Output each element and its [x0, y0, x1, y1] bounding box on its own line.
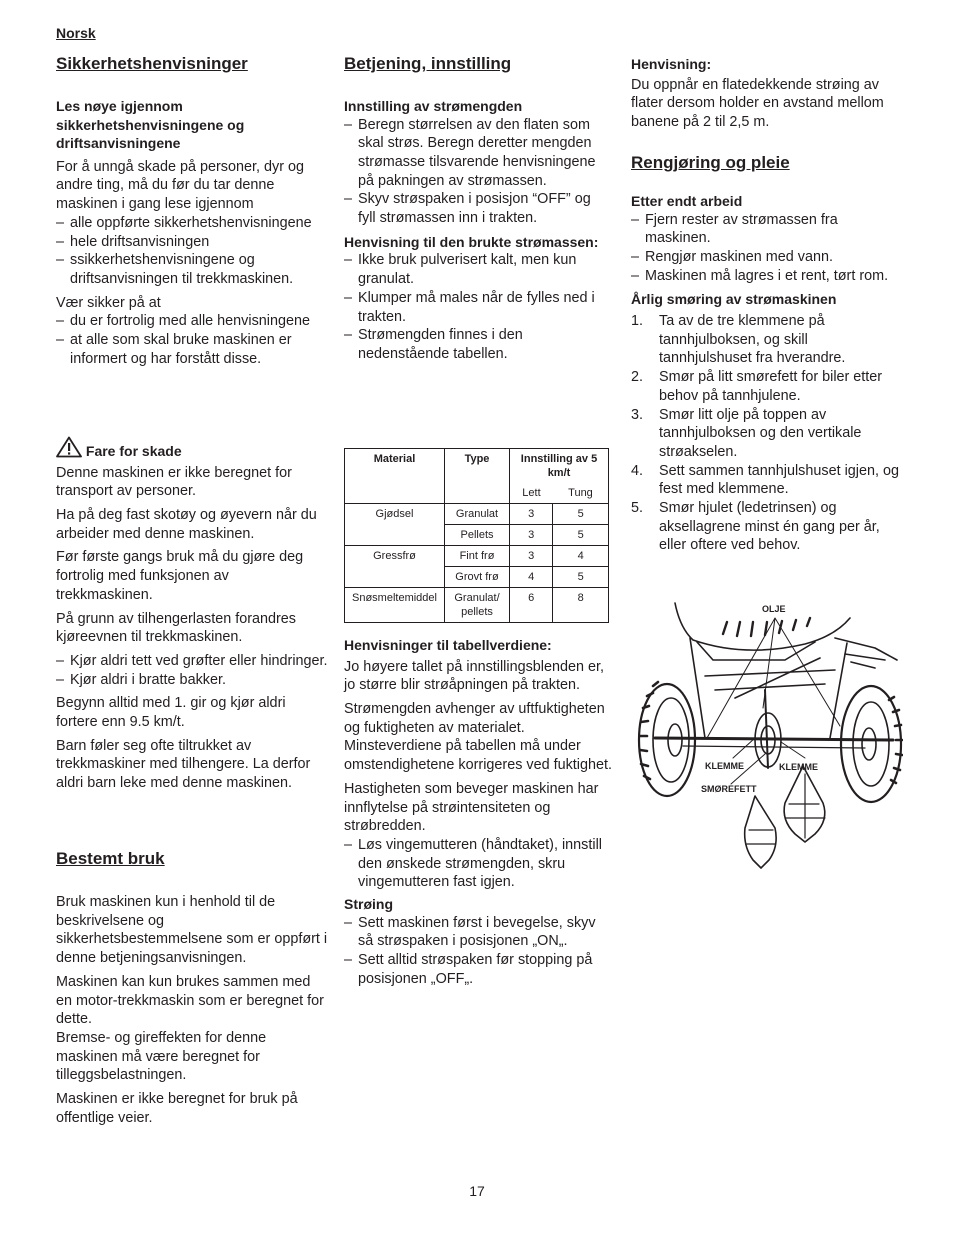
step-number: 4. — [631, 462, 644, 479]
notes-para: Strømengden avhenger av uftfuktigheten og fuktigheten av materialet. Minsteverdiene på tabellen må under omstendighetene korrigeres ved fuktighet. — [344, 701, 612, 774]
list-item: – at alle som skal bruke maskinen er informert og har forstått disse. — [56, 331, 328, 368]
step-item — [631, 368, 903, 405]
list-item: – alle oppførte sikkerhetshenvisningene — [56, 214, 328, 233]
step-item — [631, 462, 903, 499]
use-para: Bruk maskinen kun i henhold til de beskrivelsene og sikkerhetsbestemmelsene som er oppført i denne betjeningsanvisningen. — [56, 894, 328, 967]
label-clamp-right: KLEMME — [779, 762, 818, 772]
hazard-title — [56, 436, 328, 461]
step-item — [631, 312, 903, 368]
table-header-light: Lett — [510, 483, 553, 504]
heading-intended-use: Bestemt bruk — [56, 849, 165, 868]
note-title: Henvisning: — [631, 56, 712, 72]
hazard-list — [56, 652, 328, 689]
step-text: Sett sammen tannhjulshuset igjen, og fest med klemmene. — [659, 462, 899, 498]
note-section — [631, 55, 903, 132]
table-row — [345, 588, 609, 623]
table-header-row — [345, 449, 609, 484]
step-text: Smør hjulet (ledetrinsen) og aksellagrene minst én gang per år, eller oftere ved behov. — [659, 500, 880, 554]
list-item: – Maskinen må lagres i et rent, tørt rom. — [631, 267, 903, 286]
hazard-para: Begynn alltid med 1. gir og kjør aldri fortere enn 9.5 km/t. — [56, 695, 286, 731]
lubrication-steps — [631, 312, 903, 555]
table-header-setting: Innstilling av 5 km/t — [510, 449, 609, 484]
step-item — [631, 406, 903, 462]
label-clamp-left: KLEMME — [705, 761, 744, 771]
table-row — [345, 546, 609, 567]
table-row — [345, 504, 609, 525]
notes-para: Jo høyere tallet på innstillingsblenden er, jo større blir strøåpningen på trakten. — [344, 658, 604, 694]
safety-para: For å unngå skade på personer, dyr og — [56, 158, 304, 175]
table-cell-heavy: 5 — [553, 567, 609, 588]
warning-triangle-icon — [56, 436, 82, 458]
heading-operation: Betjening, innstilling — [344, 54, 512, 73]
list-item: – Beregn størrelsen av den flaten som skal strøs. Beregn deretter mengden strømasse tilsvarende henvisningene på pakningen av strømassen. — [344, 116, 612, 191]
safety-intro: Les nøye igjennom sikkerhetshenvisningene og driftsanvisningene — [56, 98, 245, 152]
material-list — [344, 251, 612, 363]
table-cell-type: Pellets — [445, 525, 510, 546]
table-cell-light: 3 — [510, 504, 553, 525]
left-wheel — [639, 684, 695, 796]
table-cell-type: Granulat/ pellets — [445, 588, 510, 623]
hitch-bar — [835, 638, 897, 668]
label-oil: OLJE — [762, 604, 786, 614]
frame — [690, 638, 847, 738]
table-cell-light: 6 — [510, 588, 553, 623]
table-cell-light: 4 — [510, 567, 553, 588]
notes-list — [344, 836, 612, 892]
page-number: 17 — [469, 1183, 485, 1199]
subheading: Henvisning til den brukte strømassen: — [344, 233, 599, 250]
lubrication-diagram — [635, 598, 903, 873]
use-para: Bremse- og gireffekten for denne maskinen må være beregnet for tilleggsbelastningen. — [56, 1029, 267, 1084]
table-cell-material: Gressfrø — [345, 546, 445, 588]
right-wheel — [841, 686, 901, 802]
list-item: – Klumper må males når de fylles ned i trakten. — [344, 289, 612, 326]
list-item: – Rengjør maskinen med vann. — [631, 248, 903, 267]
table-header-material: Material — [345, 449, 445, 504]
hazard-para: Denne maskinen er ikke beregnet for transport av personer. — [56, 464, 292, 500]
hazard-title-text: Fare for skade — [85, 443, 182, 459]
step-number: 5. — [631, 500, 644, 517]
table-notes-section — [344, 636, 612, 988]
list-item: – Kjør aldri tett ved grøfter eller hindringer. — [56, 652, 328, 671]
list-item: – du er fortrolig med alle henvisningene — [56, 312, 328, 331]
cleaning-list — [631, 211, 903, 286]
subheading: Etter endt arbeid — [631, 193, 743, 209]
step-text: Smør litt olje på toppen av tannhjulboksen og den vertikale strøakselen. — [659, 406, 862, 460]
table-cell-heavy: 5 — [553, 525, 609, 546]
safety-list — [56, 214, 328, 289]
list-item: – hele driftsanvisningen — [56, 233, 328, 252]
list-item: – Løs vingemutteren (håndtaket), innstill den ønskede strømengden, skru vingemutteren fast igjen. — [344, 836, 612, 892]
step-number: 1. — [631, 313, 644, 329]
safety-section — [56, 97, 328, 369]
list-item: – Skyv strøspaken i posisjon “OFF” og fyll strømassen inn i trakten. — [344, 190, 612, 227]
list-item: – Sett alltid strøspaken før stopping på posisjonen „OFF„. — [344, 951, 612, 988]
list-item: – Sett maskinen først i bevegelse, skyv så strøspaken i posisjonen „ON„. — [344, 914, 612, 951]
subheading: Henvisninger til tabellverdiene: — [344, 637, 552, 653]
axle — [655, 738, 893, 740]
table-header-heavy: Tung — [553, 483, 609, 504]
hazard-para: Ha på deg fast skotøy og øyevern når du arbeider med denne maskinen. — [56, 507, 317, 542]
safety-para: andre ting, må du før du tar denne maskinen i gang lese igjennom — [56, 177, 275, 213]
list-item: – ssikkerhetshenvisningene og driftsanvisningen til trekkmaskinen. — [56, 251, 328, 288]
hazard-para: Før første gangs bruk må du gjøre deg fortrolig med funksjonen av trekkmaskinen. — [56, 549, 304, 603]
heading-cleaning: Rengjøring og pleie — [631, 153, 790, 172]
note-text: Du oppnår en flatedekkende strøing av flater dersom holder en avstand mellom banene på 2 til 2,5 m. — [631, 76, 884, 130]
list-item: – Fjern rester av strømassen fra maskinen. — [631, 211, 903, 248]
safety-list — [56, 312, 328, 368]
hazard-para: Barn føler seg ofte tiltrukket av trekkmaskiner med tilhengere. La derfor aldri barn leke med denne maskinen. — [56, 737, 311, 792]
table-cell-material: Gjødsel — [345, 504, 445, 546]
use-para: Maskinen er ikke beregnet for bruk på offentlige veier. — [56, 1091, 298, 1126]
table-cell-light: 3 — [510, 546, 553, 567]
oil-leader-lines — [707, 618, 840, 738]
table-cell-heavy: 4 — [553, 546, 609, 567]
list-item: – Ikke bruk pulverisert kalt, men kun granulat. — [344, 251, 612, 288]
gear-housing-left — [745, 796, 776, 868]
table-cell-light: 3 — [510, 525, 553, 546]
subheading: Årlig smøring av strømaskinen — [631, 291, 837, 308]
language-label: Norsk — [56, 25, 96, 41]
hazard-para: På grunn av tilhengerlasten forandres kjøreevnen til trekkmaskinen. — [56, 610, 296, 646]
step-item — [631, 499, 903, 555]
safety-para: Vær sikker på at — [56, 294, 161, 311]
list-item: – Strømengden finnes i den nedenstående tabellen. — [344, 326, 612, 363]
spreading-list — [344, 914, 612, 989]
operation-list — [344, 116, 612, 228]
list-item: – Kjør aldri i bratte bakker. — [56, 671, 328, 690]
table-cell-material: Snøsmeltemiddel — [345, 588, 445, 623]
table-cell-type: Grovt frø — [445, 567, 510, 588]
spread-rate-table — [344, 448, 609, 623]
hazard-section — [56, 436, 328, 793]
intended-use-section — [56, 893, 328, 1127]
subheading: Strøing — [344, 896, 393, 913]
label-grease: SMØREFETT — [701, 784, 757, 794]
notes-para: Hastigheten som beveger maskinen har innflytelse på strøintensiteten og strøbredden. — [344, 780, 599, 835]
subheading: Innstilling av strømengden — [344, 98, 523, 114]
table-header-type: Type — [445, 449, 510, 504]
use-para: Maskinen kan kun brukes sammen med en motor-trekkmaskin som er beregnet for dette. — [56, 973, 324, 1028]
table-cell-type: Granulat — [445, 504, 510, 525]
step-number: 3. — [631, 406, 644, 423]
operation-section — [344, 97, 612, 364]
table-cell-type: Fint frø — [445, 546, 510, 567]
step-number: 2. — [631, 369, 644, 386]
step-text: Smør på litt smørefett for biler etter behov på tannhjulene. — [659, 369, 883, 404]
table-cell-heavy: 8 — [553, 588, 609, 623]
step-text: Ta av de tre klemmene på tannhjulboksen, og skill tannhjulshuset fra hverandre. — [659, 313, 846, 367]
heading-safety: Sikkerhetshenvisninger — [56, 54, 248, 73]
table-cell-heavy: 5 — [553, 504, 609, 525]
cleaning-section — [631, 192, 903, 555]
